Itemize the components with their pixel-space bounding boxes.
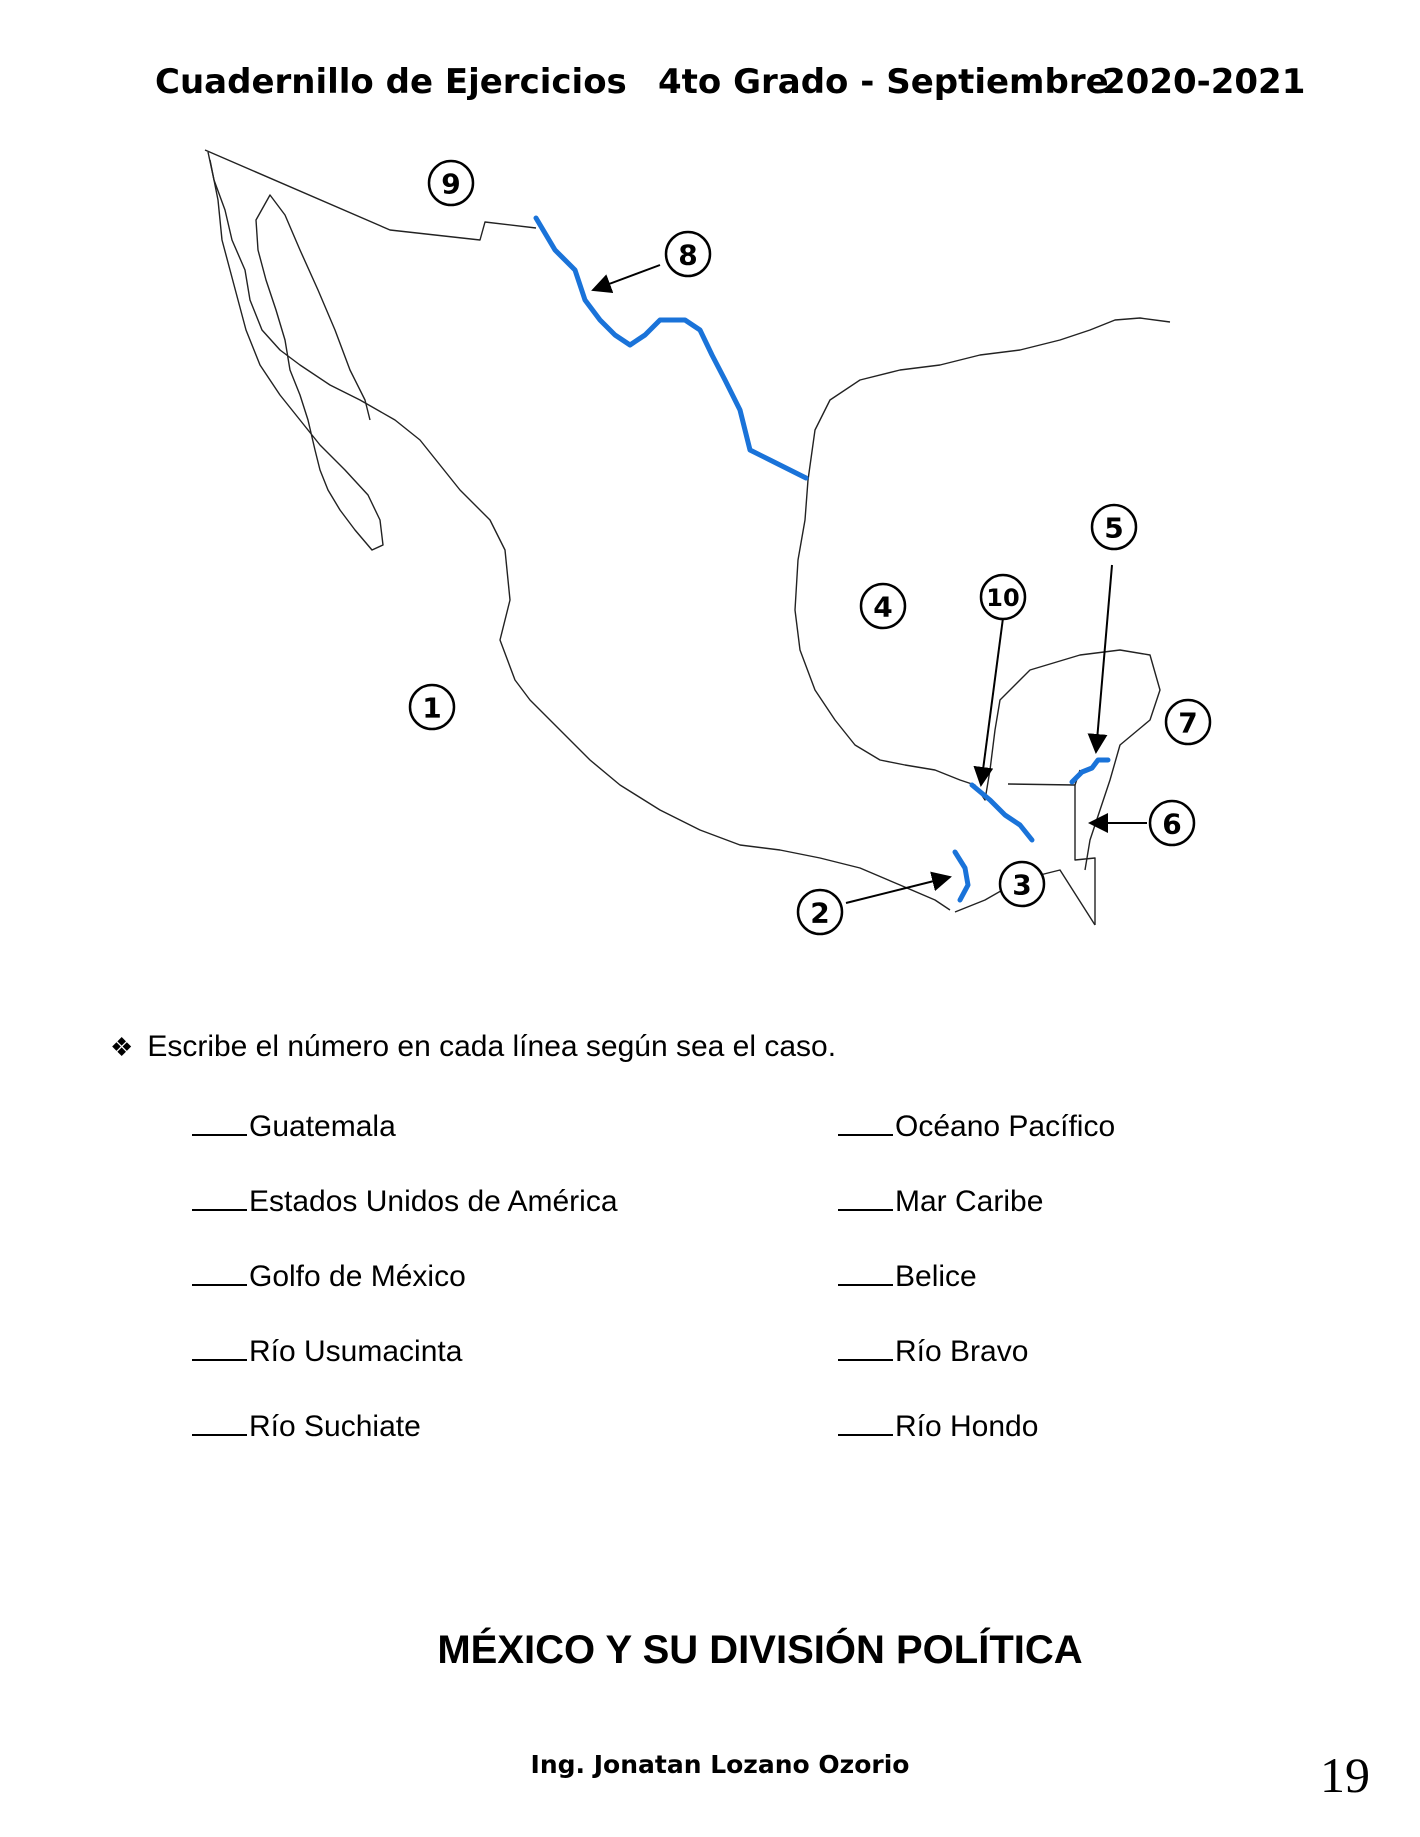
arrows — [593, 265, 1147, 903]
us-border — [205, 150, 536, 240]
header-left: Cuadernillo de Ejercicios — [155, 62, 627, 102]
list-item: Río Suchiate — [192, 1408, 618, 1483]
page-number: 19 — [1320, 1747, 1370, 1803]
list-item: Belice — [838, 1258, 1115, 1333]
marker-number: 10 — [986, 584, 1020, 612]
marker-number: 7 — [1178, 706, 1198, 740]
instruction-text: Escribe el número en cada línea según sea el caso. — [147, 1030, 837, 1063]
arrow-5 — [1096, 565, 1112, 752]
list-item: Estados Unidos de América — [192, 1183, 618, 1258]
answer-blank[interactable] — [838, 1408, 893, 1436]
list-item: Océano Pacífico — [838, 1108, 1115, 1183]
map-marker-9 — [429, 161, 473, 205]
list-item: Río Bravo — [838, 1333, 1115, 1408]
marker-number: 1 — [422, 691, 442, 725]
answer-blank[interactable] — [192, 1408, 247, 1436]
marker-number: 4 — [873, 590, 893, 624]
header-right: 2020-2021 — [1102, 62, 1306, 102]
marker-number: 8 — [678, 238, 698, 272]
page-title: MÉXICO Y SU DIVISIÓN POLÍTICA — [437, 1628, 1083, 1672]
marker-number: 5 — [1104, 511, 1124, 545]
answer-blank[interactable] — [192, 1258, 247, 1286]
us-gulf-coast — [808, 318, 1170, 480]
answer-blank[interactable] — [192, 1108, 247, 1136]
rio-suchiate — [955, 852, 968, 900]
answer-blank[interactable] — [838, 1333, 893, 1361]
map-marker-5 — [1092, 505, 1136, 549]
map-marker-7 — [1166, 700, 1210, 744]
marker-number: 9 — [441, 167, 461, 201]
map-marker-2 — [798, 890, 842, 934]
marker-number: 3 — [1012, 868, 1032, 902]
author: Ing. Jonatan Lozano Ozorio — [530, 1750, 910, 1779]
left-list — [192, 1108, 618, 1483]
list-item: Golfo de México — [192, 1258, 618, 1333]
arrow-8 — [593, 265, 660, 290]
marker-number: 2 — [810, 896, 830, 930]
pacific-coast — [208, 152, 950, 910]
map-marker-6 — [1150, 801, 1194, 845]
answer-blank[interactable] — [192, 1183, 247, 1211]
instruction — [110, 1030, 836, 1064]
list-item: Río Hondo — [838, 1408, 1115, 1483]
rivers — [536, 218, 1108, 900]
map-marker-3 — [1000, 862, 1044, 906]
list-item: Guatemala — [192, 1108, 618, 1183]
answer-blank[interactable] — [192, 1333, 247, 1361]
answer-blank[interactable] — [838, 1108, 893, 1136]
answer-blank[interactable] — [838, 1258, 893, 1286]
header-middle: 4to Grado - Septiembre — [658, 62, 1109, 102]
answer-blank[interactable] — [838, 1183, 893, 1211]
map-marker-4 — [861, 584, 905, 628]
marker-number: 6 — [1162, 807, 1182, 841]
list-item: Mar Caribe — [838, 1183, 1115, 1258]
rio-usumacinta — [972, 785, 1032, 840]
rio-hondo — [1072, 760, 1108, 782]
baja-california — [210, 160, 383, 550]
map-marker-1 — [410, 685, 454, 729]
diamond-bullet-icon: ❖ — [110, 1032, 134, 1062]
map-marker-8 — [666, 232, 710, 276]
map-marker-10 — [981, 575, 1025, 619]
list-item: Río Usumacinta — [192, 1333, 618, 1408]
right-list — [838, 1108, 1115, 1483]
map-labels — [410, 161, 1210, 934]
